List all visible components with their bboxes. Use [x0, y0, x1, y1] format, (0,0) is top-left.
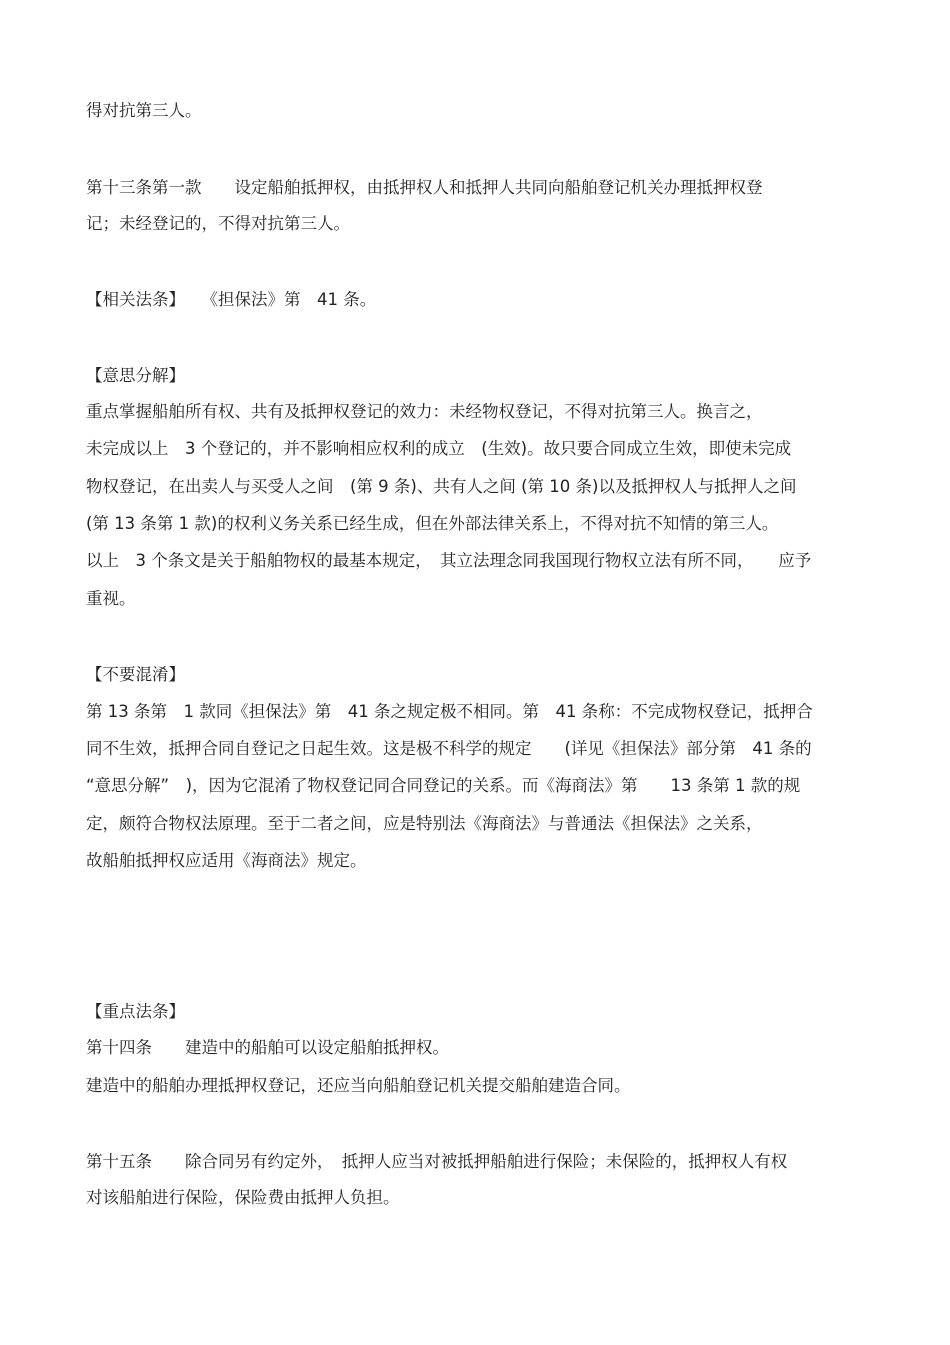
text-line: 定，颇符合物权法原理。至于二者之间，应是特别法《海商法》与普通法《担保法》之关系， — [86, 814, 763, 833]
text-line: 故船舶抵押权应适用《海商法》规定。 — [86, 851, 367, 870]
section-heading-key-articles: 【重点法条】 — [86, 1002, 185, 1021]
text-line: 同不生效，抵押合同自登记之日起生效。这是极不科学的规定 (详见《担保法》部分第 41 条的 — [86, 739, 812, 758]
related-law-line: 【相关法条】 《担保法》第 41 条。 — [86, 290, 377, 309]
article-14-line: 第十四条 建造中的船舶可以设定船舶抵押权。 — [86, 1038, 449, 1057]
section-heading-do-not-confuse: 【不要混淆】 — [86, 665, 185, 684]
text-line: 得对抗第三人。 — [86, 101, 202, 120]
section-heading-meaning: 【意思分解】 — [86, 366, 185, 385]
article-13-heading-line: 第十三条第一款 设定船舶抵押权，由抵押权人和抵押人共同向船舶登记机关办理抵押权登 — [86, 178, 763, 197]
text-line: 第 13 条第 1 款同《担保法》第 41 条之规定极不相同。第 41 条称：不完成物权登记，抵押合 — [86, 702, 813, 721]
text-line: 记；未经登记的，不得对抗第三人。 — [86, 214, 350, 233]
article-15-line: 第十五条 除合同另有约定外， 抵押人应当对被抵押船舶进行保险；未保险的，抵押权人有权 — [86, 1152, 788, 1171]
text-line: 未完成以上 3 个登记的，并不影响相应权利的成立 (生效)。故只要合同成立生效，即使未完成 — [86, 439, 792, 458]
text-line: 以上 3 个条文是关于船舶物权的最基本规定， 其立法理念同我国现行物权立法有所不同， 应予 — [86, 551, 812, 570]
text-line: 对该船舶进行保险，保险费由抵押人负担。 — [86, 1188, 400, 1207]
text-line: 物权登记，在出卖人与买受人之间 (第 9 条)、共有人之间 (第 10 条)以及抵押权人与抵押人之间 — [86, 477, 797, 496]
text-line: 重点掌握船舶所有权、共有及抵押权登记的效力：未经物权登记，不得对抗第三人。换言之， — [86, 402, 763, 421]
text-line: 建造中的船舶办理抵押权登记，还应当向船舶登记机关提交船舶建造合同。 — [86, 1076, 631, 1095]
text-line: “意思分解” )，因为它混淆了物权登记同合同登记的关系。而《海商法》第 13 条第 1 款的规 — [86, 776, 801, 795]
text-line: 重视。 — [86, 589, 136, 608]
text-line: (第 13 条第 1 款)的权利义务关系已经生成，但在外部法律关系上，不得对抗不知情的第三人。 — [86, 514, 779, 533]
